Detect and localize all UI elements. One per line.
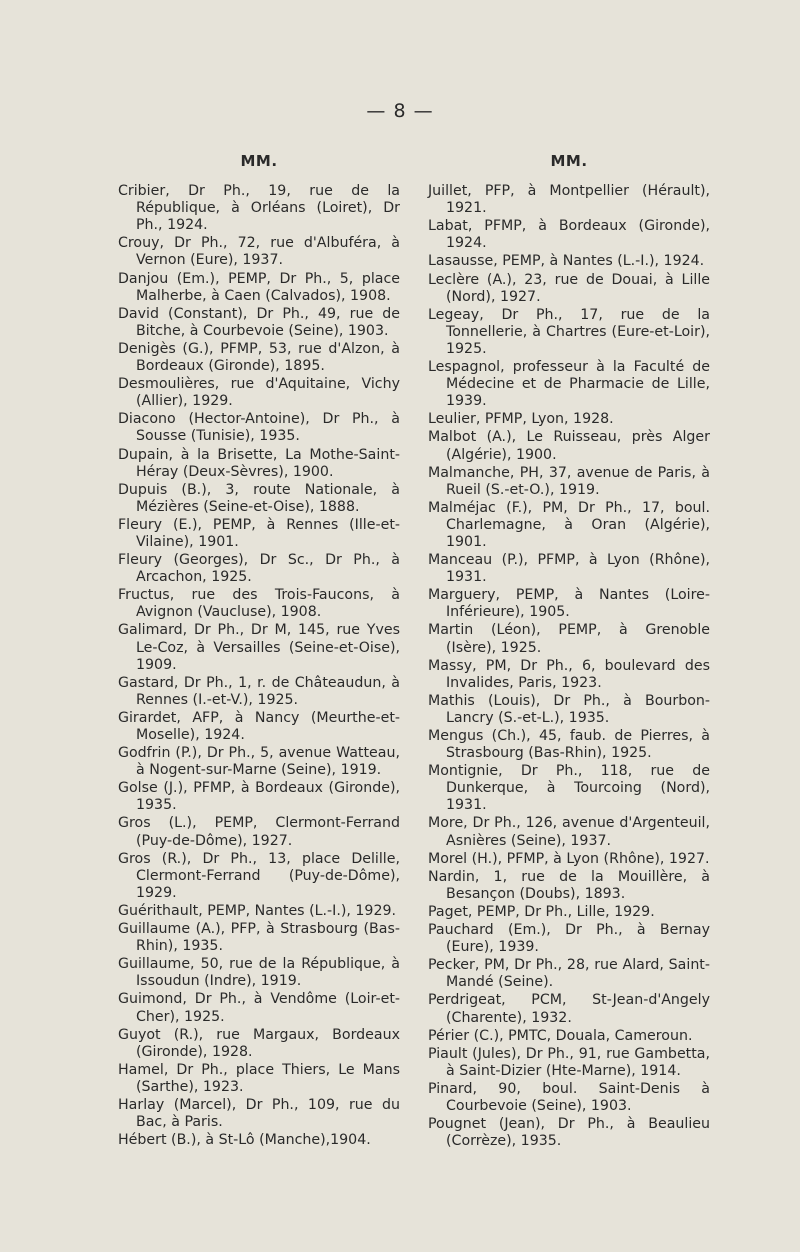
directory-entry: Fleury (Georges), Dr Sc., Dr Ph., à Arcachon, 1925. (118, 552, 400, 586)
directory-entry: Guérithault, PEMP, Nantes (L.-I.), 1929. (118, 902, 397, 919)
directory-entry: Juillet, PFP, à Montpellier (Hérault), 1921. (428, 183, 710, 217)
right-column (428, 153, 710, 1151)
directory-entry: Leclère (A.), 23, rue de Douai, à Lille (Nord), 1927. (428, 271, 710, 305)
directory-entry: Cribier, Dr Ph., 19, rue de la République, à Orléans (Loiret), Dr Ph., 1924. (118, 183, 400, 234)
directory-entry: Morel (H.), PFMP, à Lyon (Rhône), 1927. (428, 850, 710, 867)
directory-entry: Perdrigeat, PCM, St-Jean-d'Angely (Charente), 1932. (428, 992, 710, 1026)
directory-entry: Malbot (A.), Le Ruisseau, près Alger (Algérie), 1900. (428, 429, 710, 463)
directory-entry: Malmanche, PH, 37, avenue de Paris, à Rueil (S.-et-O.), 1919. (428, 464, 710, 498)
entry-list (428, 183, 710, 1150)
directory-entry: Mathis (Louis), Dr Ph., à Bourbon-Lancry (S.-et-L.), 1935. (428, 692, 710, 726)
directory-entry: Mengus (Ch.), 45, faub. de Pierres, à Strasbourg (Bas-Rhin), 1925. (428, 728, 710, 762)
directory-entry: Hamel, Dr Ph., place Thiers, Le Mans (Sarthe), 1923. (118, 1061, 400, 1095)
directory-entry: Manceau (P.), PFMP, à Lyon (Rhône), 1931. (428, 552, 710, 586)
directory-entry: Périer (C.), PMTC, Douala, Cameroun. (428, 1027, 693, 1044)
directory-entry: Desmoulières, rue d'Aquitaine, Vichy (Allier), 1929. (118, 376, 400, 410)
left-column (118, 153, 400, 1150)
directory-entry: David (Constant), Dr Ph., 49, rue de Bitche, à Courbevoie (Seine), 1903. (118, 305, 400, 339)
directory-entry: Gros (L.), PEMP, Clermont-Ferrand (Puy-de-Dôme), 1927. (118, 815, 400, 849)
directory-entry: Legeay, Dr Ph., 17, rue de la Tonnellerie, à Chartres (Eure-et-Loir), 1925. (428, 306, 710, 357)
directory-entry: Gros (R.), Dr Ph., 13, place Delille, Clermont-Ferrand (Puy-de-Dôme), 1929. (118, 850, 400, 901)
directory-entry: Pecker, PM, Dr Ph., 28, rue Alard, Saint-Mandé (Seine). (428, 957, 710, 991)
directory-entry: Martin (Léon), PEMP, à Grenoble (Isère), 1925. (428, 622, 710, 656)
directory-entry: Guillaume, 50, rue de la République, à Issoudun (Indre), 1919. (118, 956, 400, 990)
directory-entry: Denigès (G.), PFMP, 53, rue d'Alzon, à Bordeaux (Gironde), 1895. (118, 340, 400, 375)
directory-entry: Nardin, 1, rue de la Mouillère, à Besançon (Doubs), 1893. (428, 868, 710, 902)
directory-entry: Lasausse, PEMP, à Nantes (L.-I.), 1924. (428, 253, 705, 270)
directory-entry: Guyot (R.), rue Margaux, Bordeaux (Gironde), 1928. (118, 1026, 400, 1060)
directory-entry: Dupain, à la Brisette, La Mothe-Saint-Héray (Deux-Sèvres), 1900. (118, 446, 400, 480)
column-heading: MM. (550, 152, 588, 170)
directory-entry: Golse (J.), PFMP, à Bordeaux (Gironde), 1935. (118, 780, 400, 814)
directory-entry: Guillaume (A.), PFP, à Strasbourg (Bas-Rhin), 1935. (118, 921, 400, 955)
directory-entry: Fructus, rue des Trois-Faucons, à Avignon (Vaucluse), 1908. (118, 587, 400, 621)
directory-entry: Galimard, Dr Ph., Dr M, 145, rue Yves Le-Coz, à Versailles (Seine-et-Oise), 1909. (118, 622, 400, 673)
directory-entry: Montignie, Dr Ph., 118, rue de Dunkerque, à Tourcoing (Nord), 1931. (428, 763, 710, 814)
directory-entry: Paget, PEMP, Dr Ph., Lille, 1929. (428, 903, 655, 920)
directory-entry: Dupuis (B.), 3, route Nationale, à Mézières (Seine-et-Oise), 1888. (118, 481, 400, 515)
directory-entry: Crouy, Dr Ph., 72, rue d'Albuféra, à Vernon (Eure), 1937. (118, 235, 400, 269)
directory-entry: Danjou (Em.), PEMP, Dr Ph., 5, place Malherbe, à Caen (Calvados), 1908. (118, 270, 400, 304)
directory-entry: Lespagnol, professeur à la Faculté de Médecine et de Pharmacie de Lille, 1939. (428, 359, 710, 410)
directory-entry: Pinard, 90, boul. Saint-Denis à Courbevoie (Seine), 1903. (428, 1080, 710, 1114)
column-heading: MM. (240, 152, 278, 170)
directory-entry: Harlay (Marcel), Dr Ph., 109, rue du Bac, à Paris. (118, 1096, 400, 1131)
directory-entry: Pougnet (Jean), Dr Ph., à Beaulieu (Corrèze), 1935. (428, 1116, 710, 1150)
directory-entry: Leulier, PFMP, Lyon, 1928. (428, 411, 614, 428)
directory-entry: Girardet, AFP, à Nancy (Meurthe-et-Moselle), 1924. (118, 709, 400, 743)
directory-entry: Godfrin (P.), Dr Ph., 5, avenue Watteau, à Nogent-sur-Marne (Seine), 1919. (118, 745, 400, 779)
directory-entry: Marguery, PEMP, à Nantes (Loire-Inférieure), 1905. (428, 587, 710, 621)
directory-entry: Massy, PM, Dr Ph., 6, boulevard des Invalides, Paris, 1923. (428, 657, 710, 691)
directory-entry: Fleury (E.), PEMP, à Rennes (Ille-et-Vilaine), 1901. (118, 516, 400, 550)
directory-entry: Piault (Jules), Dr Ph., 91, rue Gambetta, à Saint-Dizier (Hte-Marne), 1914. (428, 1045, 710, 1079)
directory-entry: Pauchard (Em.), Dr Ph., à Bernay (Eure), 1939. (428, 922, 710, 956)
directory-entry: Diacono (Hector-Antoine), Dr Ph., à Sousse (Tunisie), 1935. (118, 411, 400, 445)
directory-entry: Labat, PFMP, à Bordeaux (Gironde), 1924. (428, 218, 710, 252)
directory-entry: Malméjac (F.), PM, Dr Ph., 17, boul. Charlemagne, à Oran (Algérie), 1901. (428, 499, 710, 550)
directory-entry: Hébert (B.), à St-Lô (Manche),1904. (118, 1132, 371, 1149)
directory-entry: Guimond, Dr Ph., à Vendôme (Loir-et-Cher), 1925. (118, 991, 400, 1025)
directory-entry: Gastard, Dr Ph., 1, r. de Châteaudun, à Rennes (I.-et-V.), 1925. (118, 674, 400, 708)
page-number: — 8 — (366, 100, 434, 122)
entry-list (118, 183, 400, 1149)
directory-entry: More, Dr Ph., 126, avenue d'Argenteuil, Asnières (Seine), 1937. (428, 815, 710, 849)
